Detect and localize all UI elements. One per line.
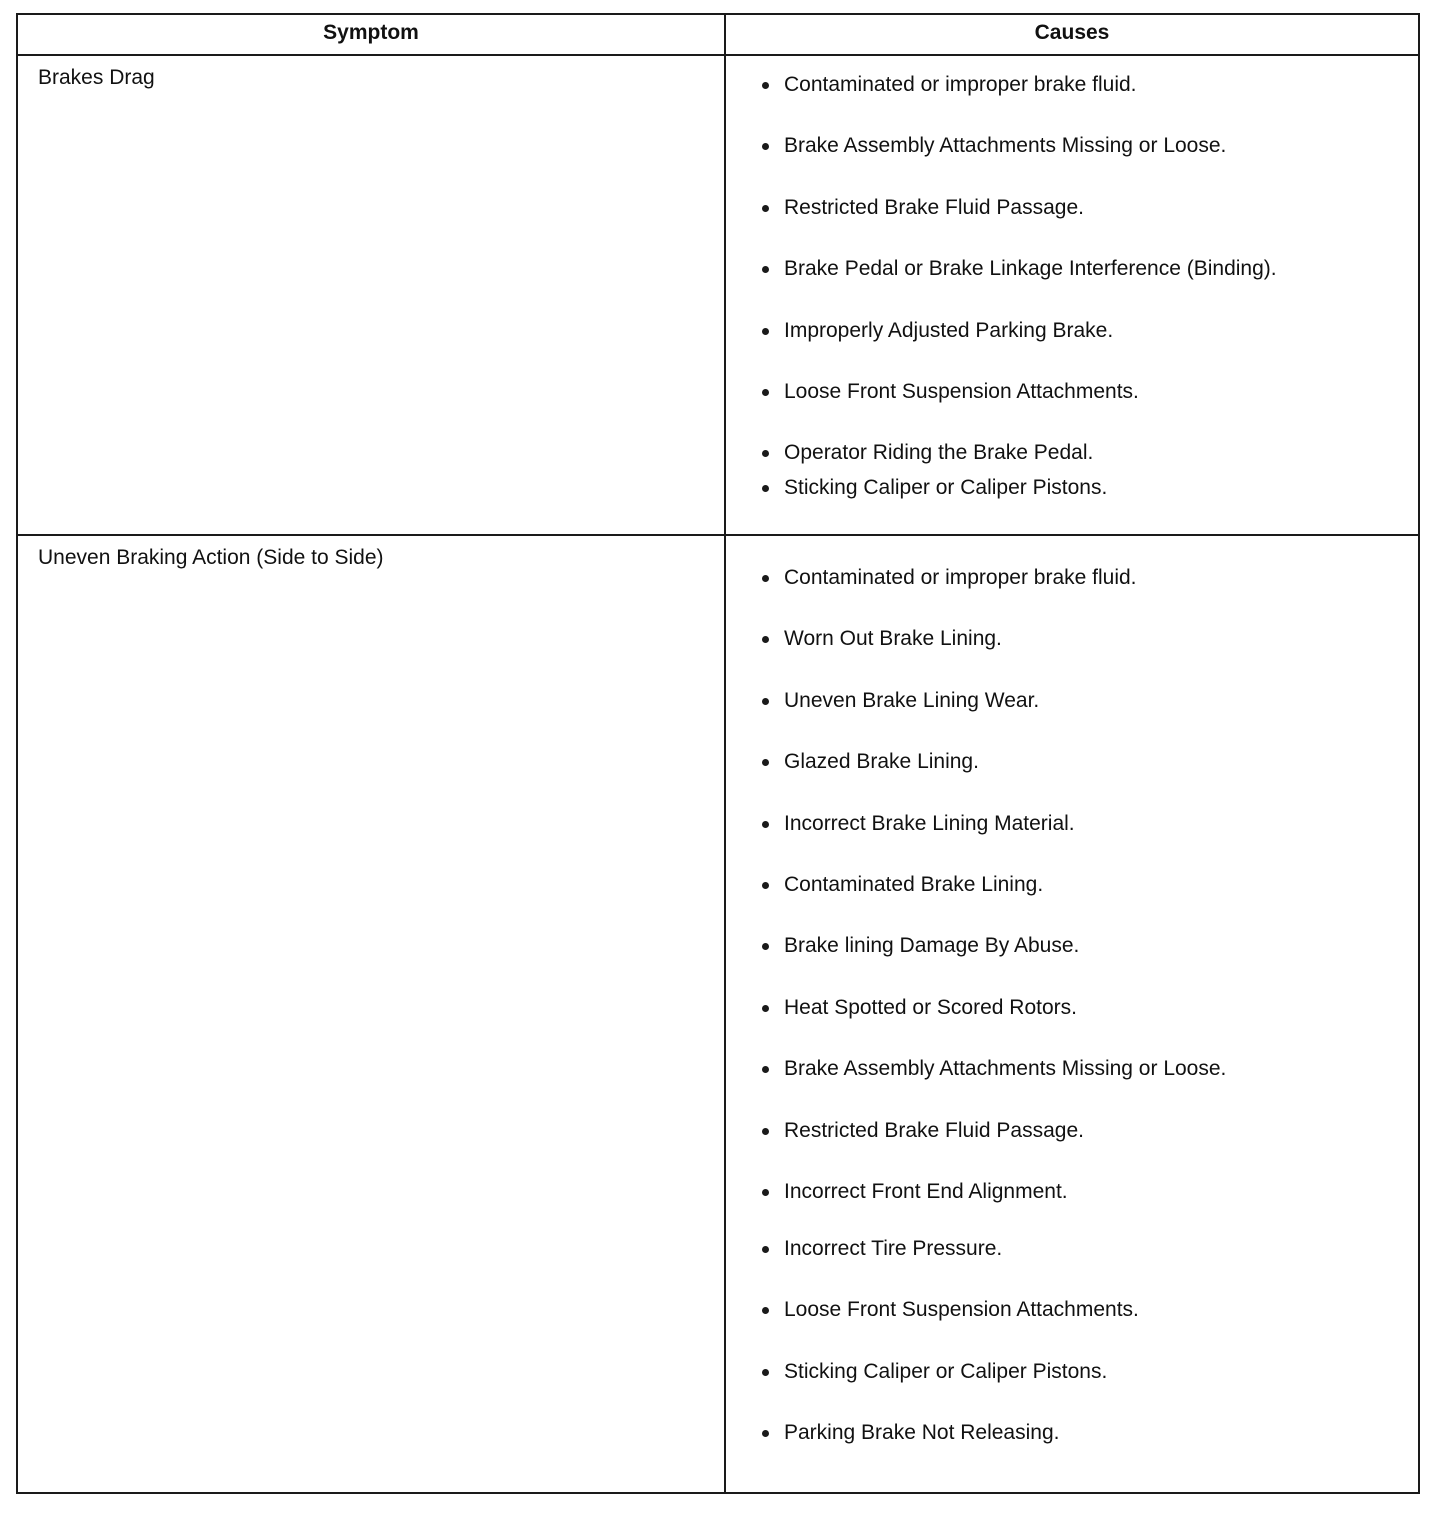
bullet-icon bbox=[762, 1307, 769, 1314]
cause-text: Operator Riding the Brake Pedal. bbox=[784, 441, 1094, 465]
bullet-icon bbox=[762, 698, 769, 705]
cause-item bbox=[758, 134, 1277, 195]
cause-item bbox=[758, 934, 1226, 995]
cause-text: Improperly Adjusted Parking Brake. bbox=[784, 318, 1114, 342]
bullet-icon bbox=[762, 636, 769, 643]
cause-text: Incorrect Front End Alignment. bbox=[784, 1179, 1068, 1203]
bullet-icon bbox=[762, 205, 769, 212]
bullet-icon bbox=[762, 759, 769, 766]
table-row bbox=[18, 536, 1418, 1492]
cause-text: Loose Front Suspension Attachments. bbox=[784, 1298, 1139, 1322]
cause-text: Incorrect Tire Pressure. bbox=[784, 1236, 1003, 1260]
cause-text: Loose Front Suspension Attachments. bbox=[784, 379, 1139, 403]
header-symptom: Symptom bbox=[323, 21, 419, 44]
cause-text: Worn Out Brake Lining. bbox=[784, 627, 1002, 651]
bullet-icon bbox=[762, 1066, 769, 1073]
cause-item bbox=[758, 873, 1226, 934]
cause-item bbox=[758, 1057, 1226, 1118]
cause-text: Brake Assembly Attachments Missing or Loose. bbox=[784, 1057, 1227, 1081]
cause-text: Sticking Caliper or Caliper Pistons. bbox=[784, 1359, 1108, 1383]
bullet-icon bbox=[762, 882, 769, 889]
cause-item bbox=[758, 750, 1226, 811]
cause-text: Glazed Brake Lining. bbox=[784, 750, 979, 774]
cause-item bbox=[758, 1119, 1226, 1180]
cause-item bbox=[758, 627, 1226, 688]
cause-item bbox=[758, 689, 1226, 750]
cause-text: Uneven Brake Lining Wear. bbox=[784, 688, 1040, 712]
cause-item bbox=[758, 1298, 1226, 1359]
causes-list bbox=[758, 73, 1277, 511]
bullet-icon bbox=[762, 1189, 769, 1196]
symptom-cell: Brakes Drag bbox=[38, 66, 155, 89]
cause-item bbox=[758, 196, 1277, 257]
cause-text: Contaminated Brake Lining. bbox=[784, 872, 1044, 896]
cause-item bbox=[758, 1237, 1226, 1298]
bullet-icon bbox=[762, 266, 769, 273]
symptom-cell: Uneven Braking Action (Side to Side) bbox=[38, 546, 384, 569]
bullet-icon bbox=[762, 575, 769, 582]
cause-item bbox=[758, 1421, 1226, 1482]
cause-text: Brake Assembly Attachments Missing or Loose. bbox=[784, 134, 1227, 158]
header-causes: Causes bbox=[1034, 21, 1110, 44]
cause-item bbox=[758, 319, 1277, 380]
cause-item bbox=[758, 1360, 1226, 1421]
bullet-icon bbox=[762, 328, 769, 335]
table-header-row bbox=[18, 15, 1418, 56]
cause-item bbox=[758, 476, 1277, 511]
bullet-icon bbox=[762, 1430, 769, 1437]
cause-text: Sticking Caliper or Caliper Pistons. bbox=[784, 476, 1108, 500]
cause-item bbox=[758, 566, 1226, 627]
cause-item bbox=[758, 1180, 1226, 1237]
table-row bbox=[18, 56, 1418, 536]
bullet-icon bbox=[762, 450, 769, 457]
cause-text: Heat Spotted or Scored Rotors. bbox=[784, 995, 1077, 1019]
bullet-icon bbox=[762, 143, 769, 150]
cause-item bbox=[758, 441, 1277, 476]
cause-text: Parking Brake Not Releasing. bbox=[784, 1421, 1060, 1445]
cause-item bbox=[758, 812, 1226, 873]
causes-list bbox=[758, 566, 1226, 1482]
cause-text: Brake lining Damage By Abuse. bbox=[784, 934, 1080, 958]
cause-text: Restricted Brake Fluid Passage. bbox=[784, 1118, 1084, 1142]
troubleshooting-table bbox=[16, 13, 1420, 1494]
cause-text: Brake Pedal or Brake Linkage Interference (Binding). bbox=[784, 257, 1277, 281]
bullet-icon bbox=[762, 82, 769, 89]
bullet-icon bbox=[762, 1005, 769, 1012]
cause-item bbox=[758, 996, 1226, 1057]
bullet-icon bbox=[762, 389, 769, 396]
bullet-icon bbox=[762, 485, 769, 492]
bullet-icon bbox=[762, 821, 769, 828]
bullet-icon bbox=[762, 1246, 769, 1253]
cause-text: Contaminated or improper brake fluid. bbox=[784, 566, 1137, 589]
cause-text: Incorrect Brake Lining Material. bbox=[784, 811, 1075, 835]
cause-item bbox=[758, 73, 1277, 134]
cause-item bbox=[758, 380, 1277, 441]
cause-text: Restricted Brake Fluid Passage. bbox=[784, 195, 1084, 219]
bullet-icon bbox=[762, 943, 769, 950]
cause-text: Contaminated or improper brake fluid. bbox=[784, 73, 1137, 96]
cause-item bbox=[758, 257, 1277, 318]
bullet-icon bbox=[762, 1128, 769, 1135]
bullet-icon bbox=[762, 1369, 769, 1376]
